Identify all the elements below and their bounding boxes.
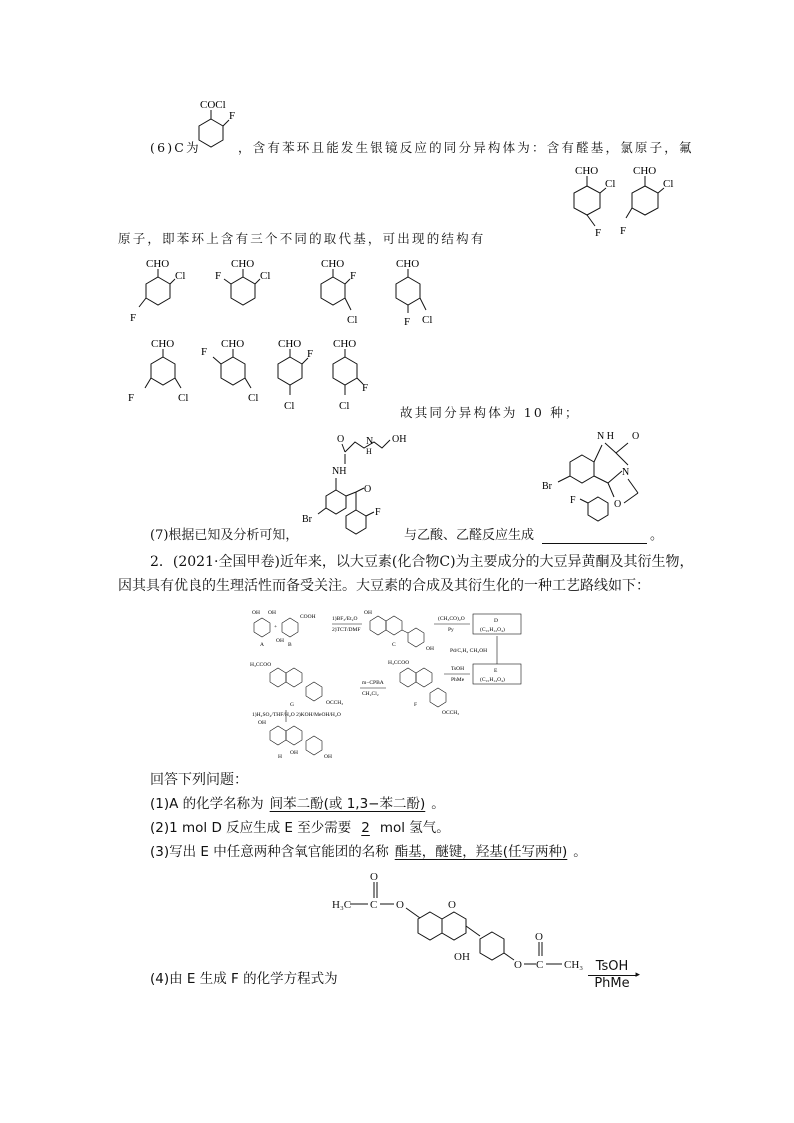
q6-text2: 原子，即苯环上含有三个不同的取代基，可出现的结构有 — [118, 231, 486, 246]
svg-text:m−CPBA: m−CPBA — [362, 680, 384, 686]
svg-text:Cl: Cl — [605, 178, 616, 190]
svg-text:CHO: CHO — [231, 258, 255, 270]
svg-text:H₃CCOO: H₃CCOO — [250, 662, 272, 668]
q2-intro-2: 因其具有优良的生理活性而备受关注。大豆素的合成及其衍生化的一种工艺路线如下： — [118, 578, 650, 594]
svg-text:OCCH₃: OCCH₃ — [326, 700, 344, 706]
svg-text:PhMe: PhMe — [451, 677, 465, 683]
svg-text:OH: OH — [426, 646, 434, 652]
q2-sub4: (4)由 E 生成 F 的化学方程式为 — [150, 971, 338, 987]
synthesis-scheme — [248, 606, 548, 761]
svg-text:Py: Py — [448, 627, 454, 633]
svg-text:Cl: Cl — [178, 392, 189, 404]
svg-text:Cl: Cl — [175, 270, 186, 282]
svg-text:C: C — [392, 642, 396, 648]
svg-text:O: O — [370, 871, 378, 883]
svg-text:Pd/C,H₂ CH₃OH: Pd/C,H₂ CH₃OH — [450, 648, 488, 654]
svg-text:O: O — [614, 499, 622, 510]
svg-text:Cl: Cl — [339, 400, 350, 412]
svg-text:Cl: Cl — [284, 400, 295, 412]
svg-text:F: F — [362, 382, 369, 394]
svg-text:TsOH: TsOH — [451, 666, 465, 672]
svg-text:O: O — [448, 899, 456, 911]
svg-text:F: F — [350, 270, 357, 282]
svg-text:H₃C: H₃C — [332, 899, 352, 911]
q2-sub1-answer: 间苯二酚(或 1,3−苯二酚) — [269, 796, 426, 812]
svg-text:NH: NH — [332, 466, 347, 477]
q6-label: (6)C为 — [150, 140, 201, 155]
svg-text:A: A — [260, 642, 264, 648]
svg-text:G: G — [290, 702, 294, 708]
svg-text:(C₁₅H₁₂O₄): (C₁₅H₁₂O₄) — [480, 627, 505, 633]
svg-text:D: D — [494, 618, 498, 624]
svg-text:CHO: CHO — [575, 165, 599, 177]
inline-structures — [560, 160, 700, 249]
svg-text:H: H — [278, 754, 282, 760]
q7-right-structure — [540, 425, 665, 535]
q7-label: (7)根据已知及分析可知， — [150, 528, 299, 543]
svg-text:F: F — [201, 346, 208, 358]
svg-text:H: H — [366, 447, 372, 456]
svg-text:F: F — [620, 225, 627, 237]
svg-text:OH: OH — [276, 638, 284, 644]
svg-text:H₃CCOO: H₃CCOO — [388, 660, 410, 666]
svg-text:CHO: CHO — [321, 258, 345, 270]
svg-text:F: F — [595, 227, 602, 239]
svg-text:CHO: CHO — [221, 338, 245, 350]
svg-text:N: N — [366, 436, 374, 447]
arrow-line: ▸ — [588, 975, 636, 976]
svg-text:Cl: Cl — [248, 392, 259, 404]
svg-text:CHO: CHO — [151, 338, 175, 350]
cocl-label: COCl — [200, 99, 226, 111]
svg-text:F: F — [570, 495, 576, 506]
svg-text:OH: OH — [324, 754, 332, 760]
svg-text:OH: OH — [258, 720, 266, 726]
svg-text:2)TCT/DMF: 2)TCT/DMF — [332, 627, 361, 633]
svg-text:O: O — [364, 484, 372, 495]
svg-text:OH: OH — [268, 610, 276, 616]
q6-text1: ，含有苯环且能发生银镜反应的同分异构体为：含有醛基，氯原子，氟 — [238, 140, 694, 155]
isomer-inline — [560, 160, 700, 245]
svg-text:F: F — [130, 312, 137, 324]
svg-text:CH₂Cl₂: CH₂Cl₂ — [362, 691, 379, 697]
svg-text:B: B — [288, 642, 292, 648]
isomer-row-1 — [118, 255, 458, 330]
svg-text:CHO: CHO — [633, 165, 657, 177]
reaction-arrow — [588, 959, 640, 991]
svg-text:1)BF₃/Et₂O: 1)BF₃/Et₂O — [332, 616, 358, 622]
svg-text:F: F — [307, 348, 314, 360]
q2-intro-1: 2．(2021·全国甲卷)近年来，以大豆素(化合物C)为主要成分的大豆异黄酮及其衍生物， — [150, 554, 694, 570]
svg-text:CHO: CHO — [396, 258, 420, 270]
compound-e-structure — [330, 868, 590, 993]
svg-text:CH₃: CH₃ — [564, 959, 584, 971]
svg-text:OCCH₃: OCCH₃ — [442, 710, 460, 716]
svg-text:F: F — [215, 270, 222, 282]
svg-text:+: + — [274, 624, 278, 630]
q7-end: 。 — [650, 528, 664, 543]
svg-text:COOH: COOH — [300, 614, 316, 620]
svg-text:Br: Br — [302, 514, 312, 525]
svg-text:F: F — [404, 316, 411, 328]
svg-text:Cl: Cl — [663, 178, 674, 190]
svg-text:C: C — [370, 899, 378, 911]
svg-text:OH: OH — [364, 610, 372, 616]
svg-text:C: C — [536, 959, 544, 971]
svg-text:Cl: Cl — [347, 314, 358, 326]
svg-text:CHO: CHO — [146, 258, 170, 270]
svg-text:OH: OH — [290, 750, 298, 756]
svg-text:Cl: Cl — [260, 270, 271, 282]
reagent-tsoh: TsOH — [595, 959, 629, 974]
svg-text:OH: OH — [454, 951, 470, 963]
svg-text:O: O — [337, 434, 345, 445]
svg-text:CHO: CHO — [278, 338, 302, 350]
svg-text:N: N — [622, 467, 630, 478]
answer-intro: 回答下列问题： — [150, 772, 248, 788]
svg-text:(CH₃CO)₂O: (CH₃CO)₂O — [438, 616, 465, 622]
svg-text:F: F — [128, 392, 135, 404]
svg-text:F: F — [375, 507, 381, 518]
svg-text:O: O — [514, 959, 522, 971]
svg-text:E: E — [494, 668, 498, 674]
q2-sub3: (3)写出 E 中任意两种含氧官能团的名称 酯基，醚键，羟基(任写两种) 。 — [150, 844, 587, 860]
q7-left-structure — [300, 430, 410, 545]
q6-conclusion: 故其同分异构体为 10 种； — [400, 405, 580, 420]
q7-blank — [542, 527, 647, 544]
svg-text:Br: Br — [542, 481, 552, 492]
f-label: F — [229, 110, 236, 122]
svg-text:O: O — [535, 931, 543, 943]
svg-text:1)H₂SO₄/THF/H₂O 2)KOH/MeOH/H₂O: 1)H₂SO₄/THF/H₂O 2)KOH/MeOH/H₂O — [252, 712, 341, 718]
svg-text:CHO: CHO — [333, 338, 357, 350]
reagent-phme: PhMe — [594, 976, 630, 991]
q2-sub3-answer: 酯基，醚键，羟基(任写两种) — [394, 844, 568, 860]
svg-text:OH: OH — [252, 610, 260, 616]
svg-text:N H: N H — [597, 431, 614, 442]
q2-sub2-answer: 2 — [361, 820, 370, 836]
q2-sub2: (2)1 mol D 反应生成 E 至少需要 2 mol 氢气。 — [150, 820, 450, 836]
svg-text:F: F — [414, 702, 418, 708]
q2-sub1: (1)A 的化学名称为 间苯二酚(或 1,3−苯二酚) 。 — [150, 796, 445, 812]
svg-text:O: O — [632, 431, 640, 442]
isomer-row-2 — [118, 335, 378, 415]
svg-text:Cl: Cl — [422, 314, 433, 326]
svg-text:O: O — [396, 899, 404, 911]
q7-mid: 与乙酸、乙醛反应生成 — [404, 528, 535, 543]
svg-text:OH: OH — [392, 434, 407, 445]
svg-text:(C₁₅H₁₄O₄): (C₁₅H₁₄O₄) — [480, 677, 505, 683]
